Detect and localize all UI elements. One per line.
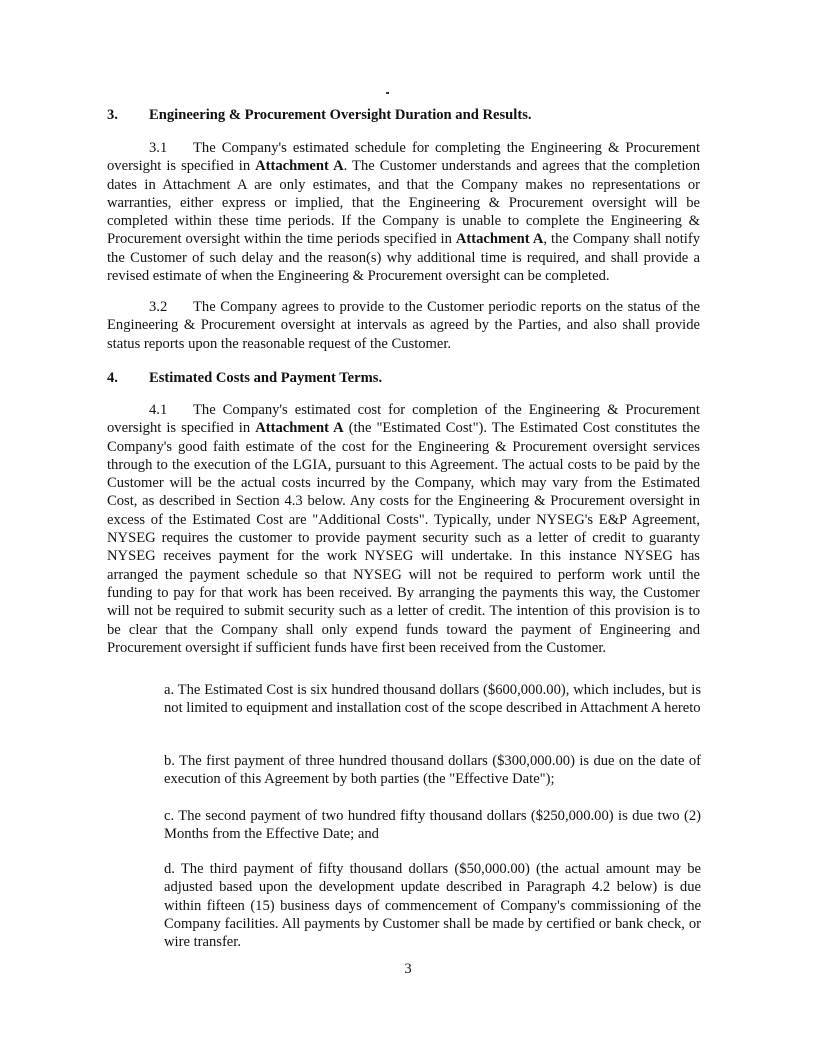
scan-mark <box>386 92 389 94</box>
paragraph-4-1: 4.1 The Company's estimated cost for completion of the Engineering & Procurement oversight is specified in Attachment A (the "Estimated Cost"). The Estimated Cost constitutes the Company's good faith estimate of the cost for the Engineering & Procurement oversight services through to the execution of the LGIA, pursuant to this Agreement. The actual costs to be paid by the Customer will be the actual costs incurred by the Company, which may vary from the Estimated Cost, as described in Section 4.3 below. Any costs for the Engineering & Procurement oversight in excess of the Estimated Cost are "Additional Costs". Typically, under NYSEG's E&P Agreement, NYSEG requires the customer to provide payment security such as a letter of credit to guaranty NYSEG receives payment for the work NYSEG will undertake. In this instance NYSEG has arranged the payment schedule so that NYSEG will not be required to perform work until the funding to pay for that work has been received. By arranging the payments this way, the Customer will not be required to submit security such as a letter of credit. The intention of this provision is to be clear that the Company shall only expend funds toward the payment of Engineering and Procurement oversight if sufficient funds have first been received from the Customer. <box>107 402 700 656</box>
paragraph-3-2-number: 3.2 <box>149 299 168 315</box>
section-4-heading <box>107 369 717 387</box>
paragraph-3-1-number: 3.1 <box>149 140 168 156</box>
list-item: b. The first payment of three hundred thousand dollars ($300,000.00) is due on the date of execution of this Agreement by both parties (the "Effective Date"); <box>164 753 701 788</box>
list-item: c. The second payment of two hundred fifty thousand dollars ($250,000.00) is due two (2) Months from the Effective Date; and <box>164 808 701 843</box>
section-4-title: Estimated Costs and Payment Terms. <box>149 370 383 386</box>
section-3-heading <box>107 106 717 124</box>
paragraph-4-1-number: 4.1 <box>149 402 168 418</box>
paragraph-3-2: 3.2 The Company agrees to provide to the Customer periodic reports on the status of the Engineering & Procurement oversight at intervals as agreed by the Parties, and also shall provide status reports upon the reasonable request of the Customer. <box>107 299 700 352</box>
section-3-title: Engineering & Procurement Oversight Duration and Results. <box>149 107 532 123</box>
list-item: d. The third payment of fifty thousand dollars ($50,000.00) (the actual amount may be adjusted based upon the development update described in Paragraph 4.2 below) is due within fifteen (15) business days of commencement of Company's commissioning of the Company facilities. All payments by Customer shall be made by certified or bank check, or wire transfer. <box>164 861 701 951</box>
paragraph-3-1: 3.1 The Company's estimated schedule for completing the Engineering & Procurement oversight is specified in Attachment A. The Customer understands and agrees that the completion dates in Attachment A are only estimates, and that the Company makes no representations or warranties, either express or implied, that the Engineering & Procurement oversight will be completed within these time periods. If the Company is unable to complete the Engineering & Procurement oversight within the time periods specified in Attachment A, the Company shall notify the Customer of such delay and the reason(s) why additional time is required, and shall provide a revised estimate of when the Engineering & Procurement oversight can be completed. <box>107 140 700 285</box>
list-item: a. The Estimated Cost is six hundred thousand dollars ($600,000.00), which includes, but is not limited to equipment and installation cost of the scope described in Attachment A hereto <box>164 682 701 717</box>
section-3-number: 3. <box>107 107 118 123</box>
section-4-number: 4. <box>107 370 118 386</box>
page-number: 3 <box>404 961 412 977</box>
